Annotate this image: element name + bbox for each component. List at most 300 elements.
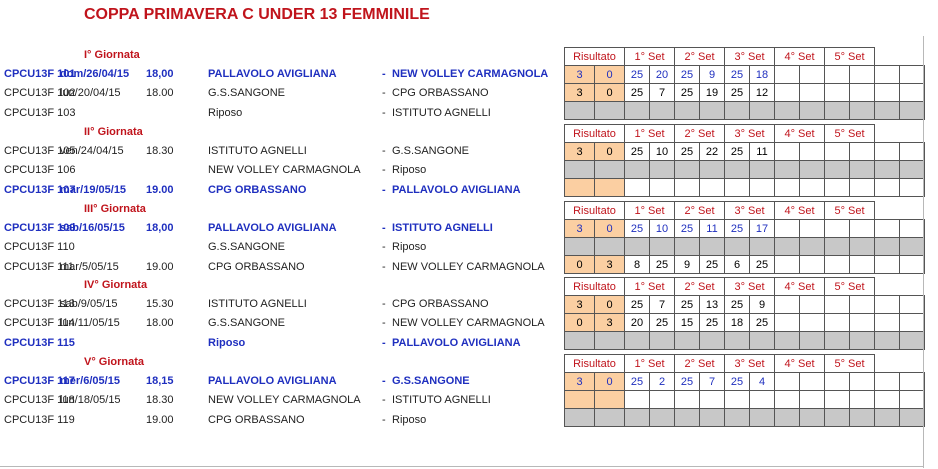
empty-cell [650,409,675,427]
team-separator: - [382,298,386,310]
match-row [0,258,566,277]
set-score [900,373,925,391]
match-row [0,391,566,410]
team-separator: - [382,375,386,387]
set-score [625,179,650,197]
set-score [850,179,875,197]
set-score [800,391,825,409]
set-score [825,256,850,274]
empty-cell [775,161,800,179]
set-score: 4 [750,373,775,391]
set-score [800,84,825,102]
empty-cell [750,102,775,120]
set-score: 25 [700,314,725,332]
set-score [700,391,725,409]
result-row [565,373,925,391]
away-team: CPG ORBASSANO [392,87,489,99]
team-separator: - [382,394,386,406]
set-score [850,256,875,274]
set-score: 25 [650,256,675,274]
set-score [775,314,800,332]
result-row [565,409,925,427]
away-team: Riposo [392,414,427,426]
set-score: 6 [725,256,750,274]
set-score [775,143,800,161]
home-team: CPG ORBASSANO [208,261,305,273]
match-row [0,65,566,84]
away-team: G.S.SANGONE [392,375,470,387]
set-score: 25 [650,314,675,332]
set-score: 9 [700,66,725,84]
header-set-4: 4° Set [775,355,825,373]
set-score [825,314,850,332]
match-date: mar/19/05/15 [60,184,127,196]
set-score [625,391,650,409]
set-score [825,373,850,391]
home-team: G.S.SANGONE [208,87,286,99]
set-score [825,66,850,84]
away-team: ISTITUTO AGNELLI [392,222,493,234]
header-risultato: Risultato [565,355,625,373]
match-date: sab/9/05/15 [60,298,118,310]
away-team: NEW VOLLEY CARMAGNOLA [392,317,545,329]
set-score [875,179,900,197]
set-score: 25 [725,296,750,314]
match-code: CPCU13F 118 [4,394,75,406]
header-risultato: Risultato [565,48,625,66]
empty-cell [850,409,875,427]
match-date: sab/16/05/15 [60,222,125,234]
set-score [675,179,700,197]
result-row [565,179,925,197]
empty-cell [700,102,725,120]
team-separator: - [382,317,386,329]
set-score: 25 [725,84,750,102]
match-row [0,142,566,161]
match-time: 18.30 [146,145,174,157]
set-score [800,66,825,84]
empty-cell [800,161,825,179]
team-separator: - [382,241,386,253]
results-header-row [565,278,925,296]
empty-cell [825,161,850,179]
set-score: 25 [725,220,750,238]
set-score: 25 [625,220,650,238]
result-row [565,391,925,409]
away-team: G.S.SANGONE [392,145,470,157]
giornata-label: III° Giornata [84,203,146,215]
empty-cell [565,102,595,120]
home-team: NEW VOLLEY CARMAGNOLA [208,394,361,406]
set-score [850,314,875,332]
empty-cell [625,332,650,350]
empty-cell [650,332,675,350]
giornata-label: V° Giornata [84,356,145,368]
set-score: 15 [675,314,700,332]
set-score [825,143,850,161]
set-score [700,179,725,197]
set-score [750,179,775,197]
match-time: 19.00 [146,414,174,426]
set-score: 22 [700,143,725,161]
empty-cell [775,238,800,256]
home-team: CPG ORBASSANO [208,184,307,196]
set-score [650,391,675,409]
empty-cell [800,238,825,256]
header-set-5: 5° Set [825,202,875,220]
match-row [0,84,566,103]
empty-cell [725,409,750,427]
match-code: CPCU13F 117 [4,375,75,387]
match-time: 15.30 [146,298,174,310]
away-team: NEW VOLLEY CARMAGNOLA [392,68,549,80]
set-score [875,256,900,274]
results-table [564,201,925,274]
result-score: 0 [595,84,625,102]
empty-cell [750,238,775,256]
empty-cell [850,161,875,179]
home-team: PALLAVOLO AVIGLIANA [208,222,337,234]
set-score: 25 [675,373,700,391]
empty-cell [675,102,700,120]
results-header-row [565,125,925,143]
team-separator: - [382,164,386,176]
match-date: dom/26/04/15 [60,68,130,80]
empty-cell [675,409,700,427]
header-set-4: 4° Set [775,278,825,296]
result-row [565,238,925,256]
set-score [775,66,800,84]
empty-cell [625,409,650,427]
home-team: Riposo [208,337,246,349]
match-time: 18,00 [146,68,174,80]
result-row [565,220,925,238]
empty-cell [565,332,595,350]
match-code: CPCU13F 109 [4,222,76,234]
team-separator: - [382,222,386,234]
match-code: CPCU13F 113 [4,298,75,310]
set-score [775,179,800,197]
set-score: 7 [650,84,675,102]
home-team: CPG ORBASSANO [208,414,305,426]
set-score [875,84,900,102]
match-time: 18,00 [146,222,174,234]
set-score: 9 [675,256,700,274]
empty-cell [900,102,925,120]
empty-cell [800,102,825,120]
match-code: CPCU13F 107 [4,184,76,196]
empty-cell [650,238,675,256]
empty-cell [650,102,675,120]
empty-cell [565,238,595,256]
empty-cell [725,238,750,256]
empty-cell [775,102,800,120]
result-score: 3 [565,296,595,314]
header-set-5: 5° Set [825,278,875,296]
set-score [900,66,925,84]
empty-cell [875,238,900,256]
header-set-2: 2° Set [675,202,725,220]
match-time: 18.00 [146,317,174,329]
results-header-row [565,48,925,66]
away-team: NEW VOLLEY CARMAGNOLA [392,261,545,273]
set-score [800,296,825,314]
set-score [900,314,925,332]
empty-cell [625,102,650,120]
set-score [900,84,925,102]
match-row [0,314,566,333]
result-score: 3 [595,314,625,332]
result-row [565,314,925,332]
set-score [775,373,800,391]
result-row [565,332,925,350]
set-score: 13 [700,296,725,314]
empty-cell [675,161,700,179]
set-score [900,256,925,274]
empty-cell [700,409,725,427]
empty-cell [750,409,775,427]
empty-cell [650,161,675,179]
set-score [900,179,925,197]
set-score [800,143,825,161]
set-score [875,296,900,314]
set-score [875,373,900,391]
set-score [800,179,825,197]
team-separator: - [382,337,386,349]
empty-cell [565,161,595,179]
match-time: 18.00 [146,87,174,99]
match-row [0,334,566,353]
empty-cell [675,238,700,256]
match-code: CPCU13F 111 [4,261,74,273]
header-set-3: 3° Set [725,48,775,66]
set-score [875,391,900,409]
set-score [800,373,825,391]
set-score [775,256,800,274]
result-score: 3 [565,143,595,161]
empty-cell [900,332,925,350]
set-score [850,66,875,84]
empty-cell [875,161,900,179]
result-row [565,84,925,102]
home-team: PALLAVOLO AVIGLIANA [208,375,337,387]
empty-cell [750,332,775,350]
set-score: 25 [625,143,650,161]
set-score: 20 [650,66,675,84]
match-code: CPCU13F 106 [4,164,76,176]
away-team: ISTITUTO AGNELLI [392,107,491,119]
empty-cell [700,238,725,256]
match-code: CPCU13F 115 [4,337,75,349]
empty-cell [850,102,875,120]
set-score [825,84,850,102]
header-set-3: 3° Set [725,125,775,143]
set-score: 25 [675,220,700,238]
results-table [564,124,925,197]
header-risultato: Risultato [565,202,625,220]
set-score [875,314,900,332]
giornata-label: IV° Giornata [84,279,148,291]
result-score: 0 [595,143,625,161]
home-team: NEW VOLLEY CARMAGNOLA [208,164,361,176]
set-score: 25 [675,143,700,161]
sheet-divider-horizontal [0,466,923,467]
home-team: G.S.SANGONE [208,317,286,329]
result-score: 0 [595,373,625,391]
match-date: ven/24/04/15 [60,145,124,157]
header-set-2: 2° Set [675,355,725,373]
result-score: 3 [565,220,595,238]
set-score [850,220,875,238]
home-team: G.S.SANGONE [208,241,286,253]
empty-cell [595,409,625,427]
set-score: 25 [675,296,700,314]
empty-cell [775,409,800,427]
set-score [875,143,900,161]
match-code: CPCU13F 101 [4,68,76,80]
empty-cell [800,332,825,350]
set-score: 17 [750,220,775,238]
set-score: 7 [650,296,675,314]
set-score: 20 [625,314,650,332]
results-table [564,277,925,350]
header-set-3: 3° Set [725,278,775,296]
result-score [595,391,625,409]
results-table [564,47,925,120]
set-score [825,179,850,197]
empty-cell [900,161,925,179]
set-score [775,296,800,314]
set-score: 7 [700,373,725,391]
result-row [565,66,925,84]
empty-cell [850,238,875,256]
match-time: 18.30 [146,394,174,406]
set-score: 11 [700,220,725,238]
empty-cell [595,332,625,350]
header-set-3: 3° Set [725,202,775,220]
result-row [565,143,925,161]
set-score: 25 [675,84,700,102]
result-score: 0 [595,220,625,238]
away-team: ISTITUTO AGNELLI [392,394,491,406]
empty-cell [725,332,750,350]
set-score: 25 [625,296,650,314]
header-set-5: 5° Set [825,355,875,373]
team-separator: - [382,414,386,426]
header-risultato: Risultato [565,125,625,143]
empty-cell [625,161,650,179]
match-row [0,238,566,257]
set-score [725,391,750,409]
set-score: 18 [725,314,750,332]
set-score [900,296,925,314]
header-set-5: 5° Set [825,48,875,66]
empty-cell [595,238,625,256]
set-score: 2 [650,373,675,391]
team-separator: - [382,184,386,196]
header-set-2: 2° Set [675,278,725,296]
set-score [875,220,900,238]
set-score: 9 [750,296,775,314]
empty-cell [725,161,750,179]
set-score: 25 [675,66,700,84]
empty-cell [725,102,750,120]
result-row [565,161,925,179]
set-score: 25 [700,256,725,274]
away-team: Riposo [392,241,427,253]
set-score [875,66,900,84]
match-date: mer/6/05/15 [60,375,120,387]
team-separator: - [382,145,386,157]
header-set-1: 1° Set [625,355,675,373]
match-code: CPCU13F 114 [4,317,75,329]
home-team: PALLAVOLO AVIGLIANA [208,68,337,80]
result-score: 0 [595,66,625,84]
empty-cell [825,409,850,427]
empty-cell [565,409,595,427]
set-score [850,373,875,391]
header-set-4: 4° Set [775,202,825,220]
match-row [0,104,566,123]
empty-cell [875,409,900,427]
match-time: 19.00 [146,184,174,196]
away-team: CPG ORBASSANO [392,298,489,310]
set-score [775,220,800,238]
results-header-row [565,355,925,373]
set-score: 8 [625,256,650,274]
empty-cell [625,238,650,256]
empty-cell [595,102,625,120]
set-score [850,84,875,102]
team-separator: - [382,261,386,273]
result-row [565,256,925,274]
set-score: 25 [750,256,775,274]
header-set-1: 1° Set [625,125,675,143]
team-separator: - [382,68,386,80]
match-time: 18,15 [146,375,174,387]
set-score: 25 [725,143,750,161]
home-team: Riposo [208,107,243,119]
match-row [0,411,566,430]
result-score [595,179,625,197]
home-team: ISTITUTO AGNELLI [208,145,307,157]
set-score [850,391,875,409]
result-score: 3 [565,84,595,102]
set-score: 10 [650,220,675,238]
header-set-1: 1° Set [625,202,675,220]
empty-cell [875,102,900,120]
result-row [565,102,925,120]
set-score: 11 [750,143,775,161]
team-separator: - [382,107,386,119]
set-score [800,314,825,332]
result-score: 0 [565,314,595,332]
set-score [750,391,775,409]
empty-cell [595,161,625,179]
header-set-1: 1° Set [625,48,675,66]
away-team: Riposo [392,164,427,176]
match-date: mar/5/05/15 [60,261,119,273]
match-time: 19.00 [146,261,174,273]
set-score: 10 [650,143,675,161]
home-team: ISTITUTO AGNELLI [208,298,307,310]
set-score [900,220,925,238]
match-row [0,181,566,200]
header-set-4: 4° Set [775,125,825,143]
set-score [825,220,850,238]
empty-cell [775,332,800,350]
result-score [565,179,595,197]
